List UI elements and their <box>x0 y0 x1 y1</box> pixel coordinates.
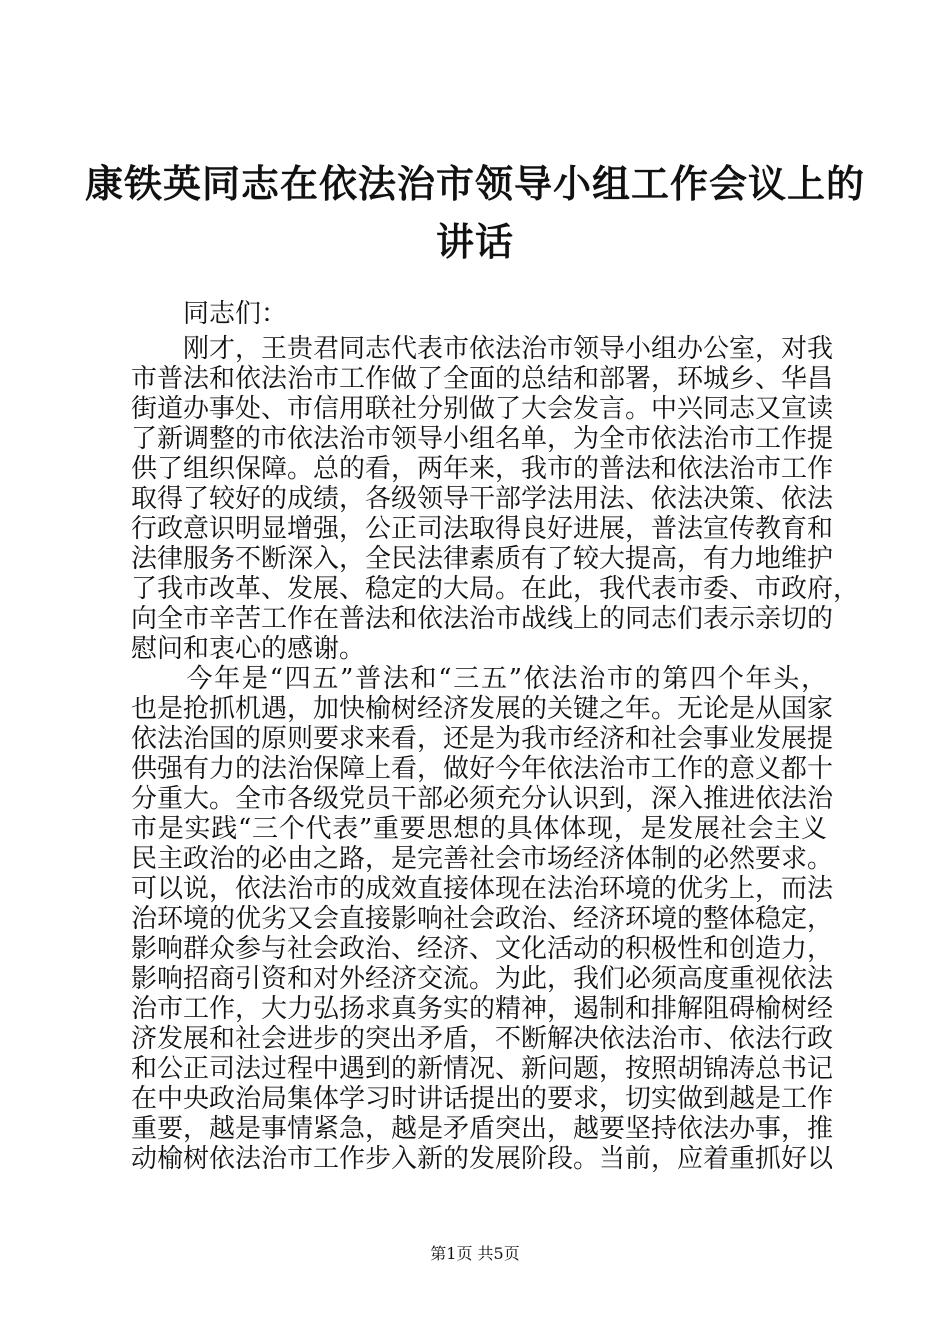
body-line: 分重大。全市各级党员干部必须充分认识到，深入推进依法治 <box>131 784 834 814</box>
body-line: 和公正司法过程中遇到的新情况、新问题，按照胡锦涛总书记 <box>131 1054 834 1084</box>
salutation: 同志们： <box>131 299 288 329</box>
body-line: 影响招商引资和对外经济交流。为此，我们必须高度重视依法 <box>131 964 834 994</box>
body-line: 可以说，依法治市的成效直接体现在法治环境的优劣上，而法 <box>131 874 834 904</box>
body-line: 也是抢抓机遇，加快榆树经济发展的关键之年。无论是从国家 <box>131 694 834 724</box>
body-line: 今年是“四五”普法和“三五”依法治市的第四个年头， <box>131 664 827 694</box>
body-line: 影响群众参与社会政治、经济、文化活动的积极性和创造力， <box>131 934 834 964</box>
body-line: 依法治国的原则要求来看，还是为我市经济和社会事业发展提 <box>131 724 834 754</box>
body-line: 法律服务不断深入，全民法律素质有了较大提高，有力地维护 <box>131 544 834 574</box>
body-line: 动榆树依法治市工作步入新的发展阶段。当前，应着重抓好以 <box>131 1144 834 1174</box>
body-line: 治市工作，大力弘扬求真务实的精神，遏制和排解阻碍榆树经 <box>131 994 834 1024</box>
body-line: 济发展和社会进步的突出矛盾，不断解决依法治市、依法行政 <box>131 1024 834 1054</box>
document-title-line-2: 讲话 <box>435 220 514 264</box>
body-line: 了我市改革、发展、稳定的大局。在此，我代表市委、市政府， <box>131 574 860 604</box>
body-line: 行政意识明显增强，公正司法取得良好进展，普法宣传教育和 <box>131 514 834 544</box>
body-line: 市普法和依法治市工作做了全面的总结和部署，环城乡、华昌 <box>131 364 834 394</box>
body-line: 刚才，王贵君同志代表市依法治市领导小组办公室，对我 <box>131 334 834 364</box>
body-line: 街道办事处、市信用联社分别做了大会发言。中兴同志又宣读 <box>131 394 834 424</box>
body-line: 供强有力的法治保障上看，做好今年依法治市工作的意义都十 <box>131 754 834 784</box>
body-line: 了新调整的市依法治市领导小组名单，为全市依法治市工作提 <box>131 424 834 454</box>
body-line: 民主政治的必由之路，是完善社会市场经济体制的必然要求。 <box>131 844 834 874</box>
body-line: 慰问和衷心的感谢。 <box>131 634 366 664</box>
body-line: 向全市辛苦工作在普法和依法治市战线上的同志们表示亲切的 <box>131 604 834 634</box>
body-line: 供了组织保障。总的看，两年来，我市的普法和依法治市工作 <box>131 454 834 484</box>
body-line: 治环境的优劣又会直接影响社会政治、经济环境的整体稳定， <box>131 904 834 934</box>
body-line: 重要，越是事情紧急，越是矛盾突出，越要坚持依法办事，推 <box>131 1114 834 1144</box>
body-line: 取得了较好的成绩，各级领导干部学法用法、依法决策、依法 <box>131 484 834 514</box>
document-title-line-1: 康铁英同志在依法治市领导小组工作会议上的 <box>84 162 865 206</box>
body-line: 在中央政治局集体学习时讲话提出的要求，切实做到越是工作 <box>131 1084 834 1114</box>
page-footer: 第1页 共5页 <box>430 1244 520 1263</box>
body-line: 市是实践“三个代表”重要思想的具体体现，是发展社会主义 <box>131 814 827 844</box>
